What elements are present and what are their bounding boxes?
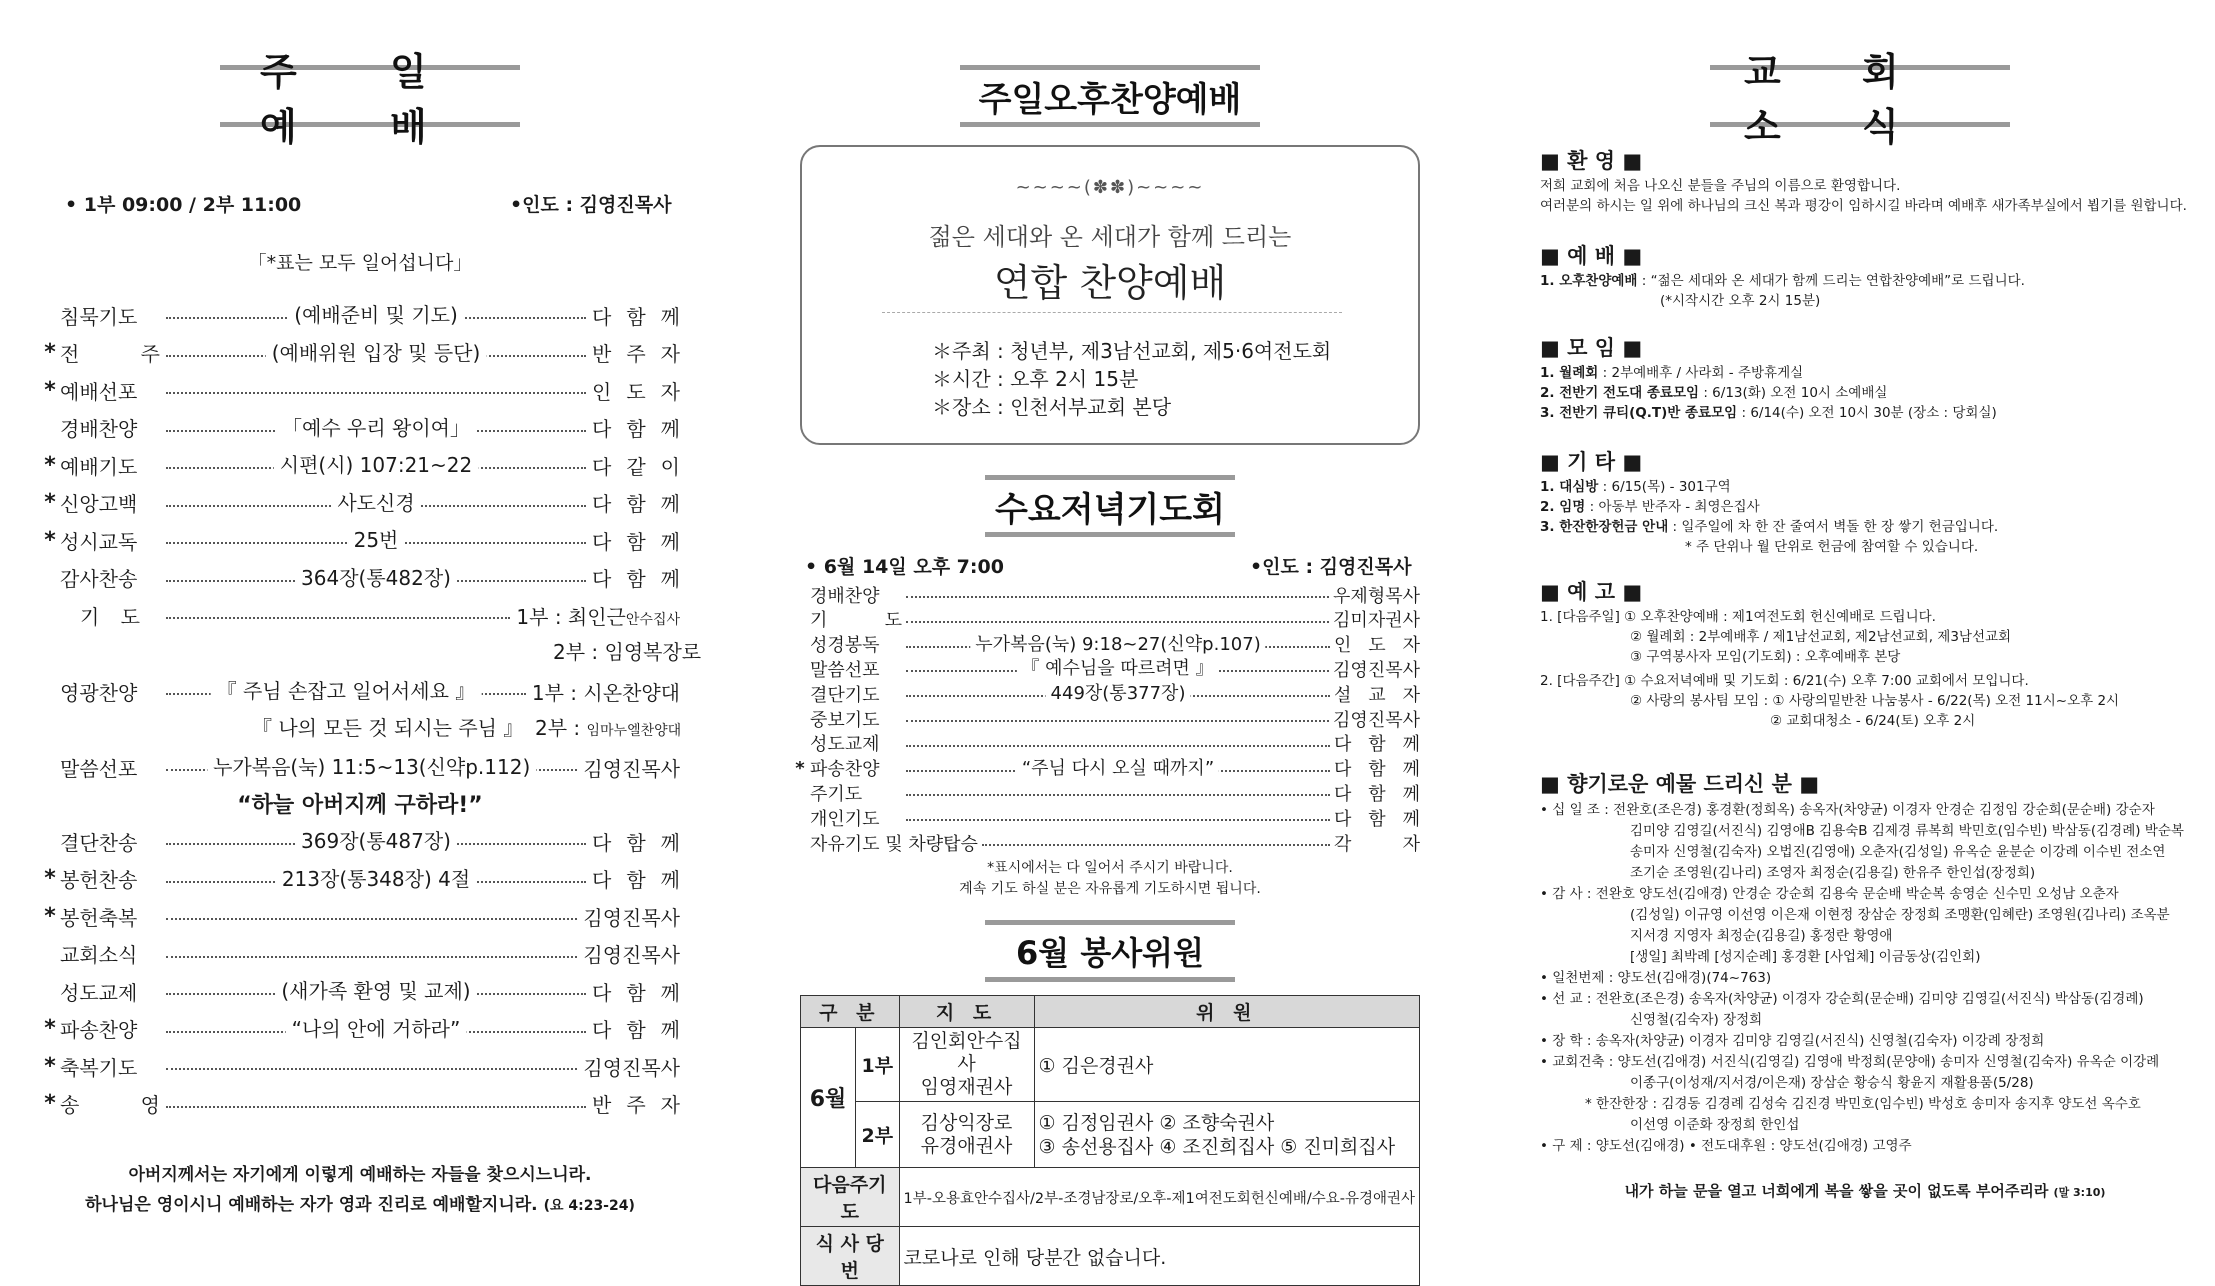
welcome-line: 저희 교회에 처음 나오신 분들을 주님의 이름으로 환영합니다.: [1540, 178, 1901, 194]
order-detail: 25번: [348, 525, 405, 555]
order-who: 다 함 께: [592, 492, 680, 516]
order-label: 파송찬양: [810, 759, 880, 781]
order-detail: 369장(통487장): [295, 826, 457, 856]
order-who: 1부 : 최인근안수집사: [516, 604, 680, 629]
offering-line: 이종구(이성재/지서경/이은재) 장삼순 황승식 황윤지 재활용품(5/28): [1630, 1075, 2034, 1091]
order-label: 봉헌축복: [60, 905, 138, 930]
dot-leader: [166, 976, 586, 1006]
order-who: 각 자: [1334, 833, 1420, 855]
offering-line: 김미양 김영길(서진식) 김영애B 김용숙B 김제경 류복희 박민호(임수빈) 박삼동(김경례) 박순복: [1630, 823, 2184, 839]
order-detail: 『 예수님을 따르려면 』: [1016, 656, 1218, 681]
col-type: 구 분: [801, 996, 900, 1028]
afternoon-place: ＊장소 : 인천서부교회 본당: [932, 395, 1172, 419]
order-label: 성시교독: [60, 529, 138, 554]
etc-title: ■ 기 타 ■: [1540, 450, 1643, 474]
dot-leader: [166, 375, 586, 405]
order-detail: 213장(통348장) 4절: [276, 864, 476, 894]
service-time: • 1부 09:00 / 2부 11:00: [65, 194, 302, 216]
glory-choir-second: 2부 : 임마누엘찬양대: [535, 716, 682, 740]
afternoon-subtitle: 젊은 세대와 온 세대가 함께 드리는: [928, 223, 1292, 251]
order-item-glory-praise: [40, 676, 680, 706]
welcome-title: ■ 환 영 ■: [1540, 149, 1643, 173]
order-detail: 시편(시) 107:21~22: [274, 450, 479, 480]
note-line-2: 계속 기도 하실 분은 자유롭게 기도하시면 됩니다.: [959, 881, 1261, 897]
table-row: [801, 1227, 1420, 1286]
order-item: [40, 826, 680, 856]
dot-leader: [166, 488, 586, 518]
stand-mark: *: [44, 527, 56, 553]
order-item-prayer: [40, 600, 680, 630]
table-header-row: [801, 996, 1420, 1028]
order-who: 다 함 께: [592, 529, 680, 554]
order-item: [790, 830, 1420, 855]
order-who: 다 함 께: [592, 567, 680, 591]
welcome-line: 여러분의 하시는 일 위에 하나님의 크신 복과 평강이 임하시길 바라며 예배후 새가족부실에서 뵙기를 원합니다.: [1540, 198, 2187, 214]
stand-mark: *: [44, 1016, 56, 1041]
order-item: [40, 976, 680, 1006]
afternoon-worship-box: [800, 145, 1420, 445]
dot-leader: [166, 1051, 577, 1081]
members-cell: ① 김은경권사: [1034, 1028, 1419, 1102]
dot-leader: [166, 939, 577, 969]
order-who: 다 함 께: [1334, 808, 1420, 830]
order-label: 자유기도 및 차량탑승: [810, 833, 978, 855]
order-who: 다 함 께: [592, 980, 680, 1005]
order-item: [790, 632, 1420, 657]
order-who: 다 함 께: [592, 1018, 680, 1042]
order-label: 개인기도: [810, 808, 880, 830]
order-item: [790, 805, 1420, 830]
order-label: 축복기도: [60, 1055, 138, 1080]
dot-leader: [906, 780, 1330, 805]
etc-line: * 주 단위나 월 단위로 헌금에 참여할 수 있습니다.: [1685, 539, 1979, 555]
notice-line: 2. [다음주간] ① 수요저녁예배 및 기도회 : 6/21(수) 오후 7:00 교회에서 모입니다.: [1540, 673, 2029, 689]
dot-leader: [166, 901, 577, 931]
order-who: 다 같 이: [592, 454, 680, 479]
order-item: [40, 338, 680, 368]
offering-line: • 구 제 : 양도선(김애경) • 전도대후원 : 양도선(김애경) 고영주: [1540, 1138, 1912, 1154]
dot-leader: [906, 805, 1330, 830]
order-detail: 364장(통482장): [295, 563, 457, 593]
order-detail: (예배위원 입장 및 등단): [266, 338, 487, 368]
order-who: 다 함 께: [1334, 759, 1420, 781]
stand-mark: *: [44, 490, 56, 515]
order-label: 예배선포: [60, 379, 138, 404]
offering-line: (김성일) 이규영 이선영 이은재 이현정 장삼순 장정희 조맹환(임혜란) 조영원(김나리) 조옥분: [1630, 907, 2170, 923]
order-label: 침묵기도: [60, 304, 138, 329]
order-who: 1부 : 시온찬양대: [531, 680, 680, 705]
order-item: [40, 939, 680, 969]
order-who: 김영진목사: [583, 756, 680, 781]
offering-line: [생일] 최박례 [성지순례] 홍경환 [사업체] 이금동상(김인회): [1630, 949, 1981, 965]
order-label: 파송찬양: [60, 1018, 138, 1042]
afternoon-title: 연합 찬양예배: [993, 261, 1227, 305]
wednesday-prayer-header: 수요저녁기도회: [985, 475, 1235, 537]
part-cell: 1부: [856, 1028, 900, 1102]
order-label: 성경봉독: [810, 635, 880, 657]
dot-leader: [166, 450, 586, 480]
meal-duty-value: 코로나로 인해 당분간 없습니다.: [899, 1227, 1419, 1286]
part-cell: 2부: [856, 1102, 900, 1168]
dot-leader: [166, 525, 586, 555]
wednesday-leader: •인도 : 김영진목사: [1250, 556, 1412, 578]
order-label: 송 영: [60, 1093, 160, 1117]
table-row: [801, 1028, 1420, 1102]
notice-line: 1. [다음주일] ① 오후찬양예배 : 제1여전도회 헌신예배로 드립니다.: [1540, 609, 1936, 625]
afternoon-host: ＊주최 : 청년부, 제3남선교회, 제5·6여전도회: [932, 339, 1332, 363]
order-item: [40, 488, 680, 518]
order-label: 성도교제: [810, 734, 880, 756]
order-detail: (새가족 환영 및 교제): [275, 976, 476, 1006]
offering-line: • 장 학 : 송옥자(차양균) 이경자 김미양 김영길(서진식) 신영철(김숙자) 이강례 장정희: [1540, 1033, 2045, 1049]
dot-leader: [166, 600, 510, 630]
notice-line: ② 교회대청소 - 6/24(토) 오후 2시: [1770, 713, 1976, 729]
notice-line: ② 사랑의 봉사팀 모임 : ① 사랑의밑반찬 나눔봉사 - 6/22(목) 오전 11시~오후 2시: [1630, 693, 2120, 709]
order-detail: 사도신경: [331, 488, 420, 518]
table-row: [801, 1168, 1420, 1227]
order-label: 봉헌찬송: [60, 868, 138, 892]
june-volunteers-header: 6월 봉사위원: [985, 920, 1235, 982]
order-detail: 누가복음(눅) 9:18~27(신약p.107): [970, 632, 1265, 657]
service-leader: •인도 : 김영진목사: [510, 194, 672, 216]
standing-notice: 「*표는 모두 일어섭니다」: [247, 252, 473, 274]
order-item: [790, 656, 1420, 681]
sunday-worship-header: 주 일 예 배: [220, 65, 520, 127]
note-line-1: *표시에서는 다 일어서 주시기 바랍니다.: [987, 860, 1233, 876]
stand-mark: *: [44, 903, 56, 929]
dot-leader: [166, 338, 586, 368]
order-item: [40, 1089, 680, 1119]
prayer-second-service: 2부 : 임영복장로: [553, 640, 702, 664]
order-who: 김영진목사: [583, 1055, 680, 1080]
dot-leader: [906, 632, 1330, 657]
offering-title: ■ 향기로운 예물 드리신 분 ■: [1540, 772, 1820, 796]
dot-leader: [166, 826, 586, 856]
worship-title: ■ 예 배 ■: [1540, 244, 1643, 268]
order-item: [790, 756, 1420, 781]
bible-verse: [40, 1160, 680, 1221]
dot-leader: [906, 756, 1330, 781]
offering-line: • 감 사 : 전완호 양도선(김애경) 안경순 강순희 김용숙 문순배 박순복 송영순 신수민 오성남 오춘자: [1540, 886, 2119, 902]
offering-line: 조기순 조영원(김나리) 조영자 최정순(김용길) 한유주 한인섭(장정희): [1630, 865, 2036, 881]
order-label: 영광찬양: [60, 680, 138, 705]
order-who: 인 도 자: [592, 379, 680, 404]
order-detail: (예배준비 및 기도): [288, 300, 464, 330]
order-item: [790, 607, 1420, 632]
order-label: 중보기도: [810, 709, 880, 731]
order-who: 김영진목사: [1333, 709, 1420, 731]
stand-mark: *: [44, 1091, 56, 1116]
church-news-column: [1540, 0, 2190, 1240]
order-label: 말씀선포: [810, 659, 880, 681]
order-label: 신앙고백: [60, 492, 138, 516]
meal-duty-label: 식 사 당 번: [801, 1227, 900, 1286]
next-prayer-value: 1부-오용효안수집사/2부-조경남장로/오후-제1여전도회헌신예배/수요-유경애권사: [899, 1168, 1419, 1227]
afternoon-wednesday-column: [790, 0, 1430, 1282]
order-label: 말씀선포: [60, 756, 138, 781]
guide-cell: 김인회안수집사 임영재권사: [899, 1028, 1034, 1102]
dot-leader: [166, 563, 586, 593]
guide-cell: 김상익장로 유경애권사: [899, 1102, 1034, 1168]
sunday-worship-column: [40, 0, 702, 1240]
verse-line-1: 아버지께서는 자기에게 이렇게 예배하는 자들을 찾으시느니라.: [128, 1165, 592, 1185]
order-detail: 449장(통377장): [1046, 681, 1191, 706]
order-who: 다 함 께: [592, 417, 680, 441]
order-who: 반 주 자: [592, 342, 680, 366]
order-label: 결단찬송: [60, 830, 138, 855]
col-members: 위 원: [1034, 996, 1419, 1028]
dot-leader: [906, 731, 1330, 756]
wednesday-date: • 6월 14일 오후 7:00: [805, 556, 1004, 578]
order-who: 다 함 께: [592, 304, 680, 329]
afternoon-time: ＊시간 : 오후 2시 15분: [932, 367, 1139, 391]
order-who: 설 교 자: [1334, 684, 1420, 706]
dot-leader: [166, 864, 586, 894]
month-cell: 6월: [801, 1028, 856, 1168]
dot-leader: [982, 830, 1330, 855]
order-detail: 「예수 우리 왕이여」: [276, 413, 476, 443]
order-who: 반 주 자: [592, 1093, 680, 1117]
order-detail: “주님 다시 오실 때까지”: [1017, 756, 1219, 781]
order-item: [790, 780, 1420, 805]
notice-title: ■ 예 고 ■: [1540, 580, 1643, 604]
order-detail: “나의 안에 거하라”: [286, 1014, 467, 1044]
meeting-title: ■ 모 임 ■: [1540, 336, 1643, 360]
etc-line: 1. 대심방 : 6/15(목) - 301구역: [1540, 479, 1731, 495]
wednesday-note: [790, 858, 1430, 900]
order-item: [40, 375, 680, 405]
order-who: 김미자권사: [1333, 610, 1420, 632]
order-who: 김영진목사: [583, 905, 680, 930]
dot-leader: [166, 1089, 586, 1119]
stand-mark: *: [44, 340, 56, 365]
offering-line: 신영철(김숙자) 장정희: [1630, 1012, 1763, 1028]
order-label: 기 도: [80, 604, 140, 629]
worship-line: 1. 오후찬양예배 : “젊은 세대와 온 세대가 함께 드리는 연합찬양예배”로 드립니다.: [1540, 273, 2025, 289]
order-who: 김영진목사: [583, 943, 680, 967]
church-news-header: 교 회 소 식: [1710, 65, 2010, 127]
dot-leader: [906, 607, 1329, 632]
order-item: [790, 582, 1420, 607]
ornament-divider: ~~~~(✽✽)~~~~: [1015, 177, 1205, 198]
order-label: 경배찬양: [810, 585, 880, 607]
dot-leader: [166, 1014, 586, 1044]
order-label: 감사찬송: [60, 567, 138, 591]
dot-leader: [166, 300, 586, 330]
order-item: [40, 1051, 680, 1081]
stand-mark: *: [44, 1053, 56, 1079]
volunteer-table: [800, 995, 1420, 1286]
order-who: 우제형목사: [1333, 585, 1420, 607]
members-cell: ① 김정임권사 ② 조향숙권사 ③ 송선용집사 ④ 조진희집사 ⑤ 진미희집사: [1034, 1102, 1419, 1168]
order-label: 전 주: [60, 342, 160, 366]
meeting-line: 3. 전반기 큐티(Q.T)반 종료모임 : 6/14(수) 오전 10시 30분 (장소 : 당회실): [1540, 405, 1997, 421]
order-who: 다 함 께: [592, 830, 680, 855]
notice-line: ③ 구역봉사자 모임(기도회) : 오후예배후 본당: [1630, 649, 1901, 665]
order-who: 인 도 자: [1334, 635, 1420, 657]
dot-leader: [906, 706, 1329, 731]
sermon-title: “하늘 아버지께 구하라!”: [237, 793, 483, 818]
worship-line: (*시작시간 오후 2시 15분): [1660, 293, 1821, 309]
stand-mark: *: [44, 452, 56, 478]
verse-line-2: 하나님은 영이시니 예배하는 자가 영과 진리로 예배할지니라. (요 4:23-24): [85, 1195, 635, 1215]
next-prayer-label: 다음주기도: [801, 1168, 900, 1227]
footer-verse: 내가 하늘 문을 열고 너희에게 복을 쌓을 곳이 없도록 부어주리라 (말 3:10): [1624, 1182, 2106, 1200]
order-item: [40, 1014, 680, 1044]
dot-leader: [906, 582, 1329, 607]
stand-mark: *: [44, 377, 56, 403]
offering-line: 이선영 이준화 장정희 한인섭: [1630, 1117, 1800, 1133]
order-who: 다 함 께: [1334, 734, 1420, 756]
order-who: 김영진목사: [1333, 659, 1420, 681]
meeting-line: 2. 전반기 전도대 종료모임 : 6/13(화) 오전 10시 소예배실: [1540, 385, 1888, 401]
offering-line: * 한잔한장 : 김경동 김경례 김성숙 김진경 박민호(임수빈) 박성호 송미자 송지후 양도선 옥수호: [1585, 1096, 2141, 1112]
order-item: [790, 681, 1420, 706]
order-who: 다 함 께: [1334, 783, 1420, 805]
offering-line: • 교회건축 : 양도선(김애경) 서진식(김영길) 김영애 박정희(문양애) 송미자 신영철(김숙자) 유옥순 이강례: [1540, 1054, 2160, 1070]
order-label: 성도교제: [60, 980, 138, 1005]
etc-line: 2. 임명 : 아동부 반주자 - 최영은집사: [1540, 499, 1760, 515]
stand-mark: *: [795, 757, 805, 779]
order-item: [40, 563, 680, 593]
dot-leader: 누가복음(눅) 11:5~13(신약p.112): [166, 752, 577, 782]
dot-leader: [906, 656, 1329, 681]
dot-leader: [906, 681, 1330, 706]
stand-mark: *: [44, 866, 56, 891]
etc-line: 3. 한잔한장헌금 안내 : 일주일에 차 한 잔 줄여서 벽돌 한 장 쌓기 헌금입니다.: [1540, 519, 1999, 535]
order-item: [790, 706, 1420, 731]
order-item: [40, 450, 680, 480]
offering-line: • 선 교 : 전완호(조은경) 송옥자(차양균) 이경자 강순희(문순배) 김미양 김영길(서진식) 박삼동(김경례): [1540, 991, 2144, 1007]
order-label: 경배찬양: [60, 417, 138, 441]
offering-line: • 십 일 조 : 전완호(조은경) 홍경환(정희옥) 송옥자(차양균) 이경자 안경순 김정임 강순희(문순배) 강순자: [1540, 802, 2155, 818]
divider: [882, 312, 1342, 313]
order-item: [40, 525, 680, 555]
afternoon-worship-header: 주일오후찬양예배: [960, 65, 1260, 127]
order-item: [40, 864, 680, 894]
col-guide: 지 도: [899, 996, 1034, 1028]
order-item: [40, 901, 680, 931]
order-label: 주기도: [810, 783, 863, 805]
order-label: 교회소식: [60, 943, 138, 967]
notice-line: ② 월례회 : 2부예배후 / 제1남선교회, 제2남선교회, 제3남선교회: [1630, 629, 2012, 645]
meeting-line: 1. 월례회 : 2부예배후 / 사라회 - 주방휴게실: [1540, 365, 1804, 381]
glory-song-second: 『 나의 모든 것 되시는 주님 』: [252, 716, 524, 740]
offering-line: 송미자 신영철(김숙자) 오법진(김영애) 오춘자(김성일) 유옥순 윤분순 이강례 이수빈 전소연: [1630, 844, 2166, 860]
order-label: 기 도: [810, 610, 902, 632]
offering-line: • 일천번제 : 양도선(김애경)(74~763): [1540, 970, 1772, 986]
order-who: 다 함 께: [592, 868, 680, 892]
offering-line: 지서경 지영자 최정순(김용길) 홍정란 황영애: [1630, 928, 1893, 944]
order-item: [40, 300, 680, 330]
dot-leader: 『 주님 손잡고 일어서세요 』: [166, 676, 526, 706]
order-item: [790, 731, 1420, 756]
order-label: 결단기도: [810, 684, 880, 706]
order-item-sermon: [40, 752, 680, 782]
order-label: 예배기도: [60, 454, 138, 479]
order-item: [40, 413, 680, 443]
dot-leader: [166, 413, 586, 443]
table-row: [801, 1102, 1420, 1168]
